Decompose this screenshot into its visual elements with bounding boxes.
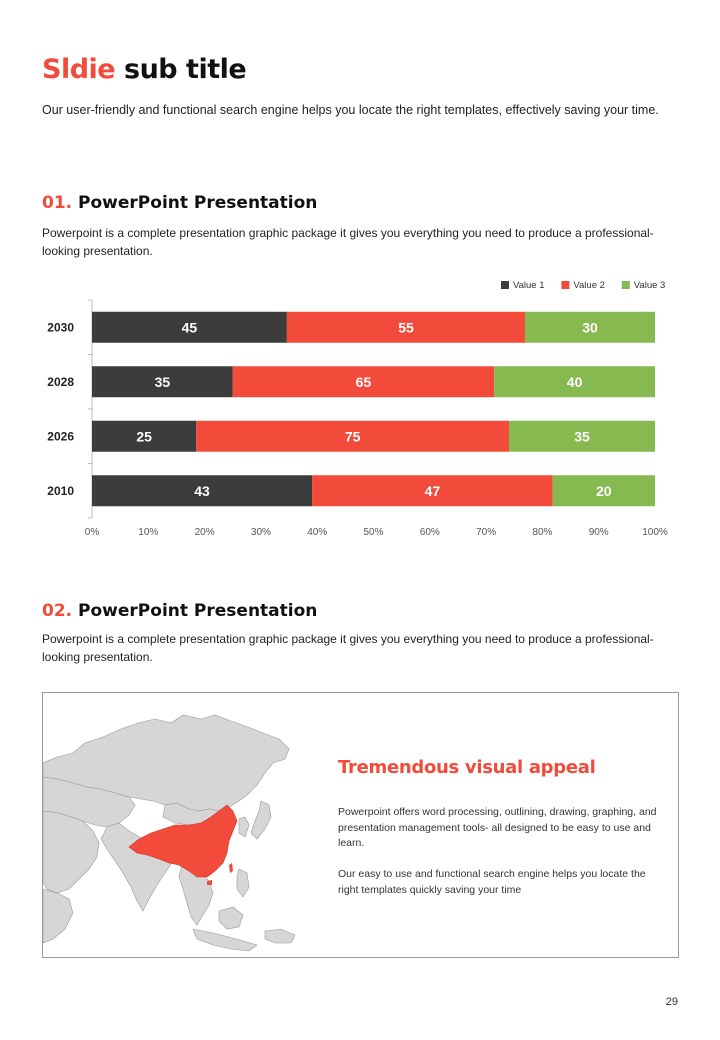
data-label: 35 — [574, 428, 590, 445]
callout-paragraph-1: Powerpoint offers word processing, outlining, drawing, graphing, and presentation management tools- all designed to be easy to use and learn. — [338, 806, 657, 849]
legend-label: Value 1 — [513, 280, 545, 291]
map-region-korea — [239, 817, 249, 837]
x-tick-label: 10% — [138, 527, 159, 538]
data-label: 25 — [136, 428, 152, 445]
x-tick-label: 0% — [84, 527, 100, 538]
x-tick-label: 30% — [250, 527, 271, 538]
x-tick-label: 20% — [194, 527, 215, 538]
callout-paragraph-2: Our easy to use and functional search engine helps you locate the right templates quickly saving your time — [338, 868, 646, 896]
map-region-new-guinea — [265, 929, 295, 943]
page-title — [42, 52, 246, 88]
x-tick-label: 70% — [476, 527, 497, 538]
title-rest: sub title — [124, 54, 247, 85]
data-label: 43 — [194, 482, 210, 499]
section-1-title: PowerPoint Presentation — [78, 193, 318, 213]
map-region-japan — [251, 801, 271, 839]
callout-title: Tremendous visual appeal — [338, 757, 596, 778]
section-1-heading — [42, 192, 317, 214]
x-tick-label: 60% — [419, 527, 440, 538]
map-region-philippines — [237, 869, 249, 897]
legend-swatch — [501, 281, 509, 289]
x-tick-label: 50% — [363, 527, 384, 538]
data-label: 40 — [566, 373, 583, 390]
stacked-bar-chart — [30, 270, 690, 552]
y-tick-label: 2028 — [47, 374, 74, 389]
legend-swatch — [622, 281, 630, 289]
map-region-arabia — [43, 889, 73, 943]
section-2-number: 02. — [42, 601, 73, 621]
x-tick-label: 80% — [532, 527, 553, 538]
data-label: 47 — [424, 482, 441, 499]
map-region-indonesia — [193, 929, 257, 951]
data-label: 75 — [344, 428, 361, 445]
data-label: 45 — [181, 319, 198, 336]
section-2-text: Powerpoint is a complete presentation graphic package it gives you everything you need to produce a professional-looking presentation. — [42, 632, 654, 664]
legend-swatch — [561, 281, 569, 289]
x-tick-label: 90% — [588, 527, 609, 538]
x-tick-label: 100% — [642, 527, 668, 538]
y-tick-label: 2026 — [47, 429, 74, 444]
data-label: 55 — [398, 319, 414, 336]
data-label: 35 — [154, 373, 171, 390]
section-2-title: PowerPoint Presentation — [78, 601, 318, 621]
map-panel — [42, 692, 679, 958]
map-region-taiwan — [229, 863, 233, 873]
page-subtitle: Our user-friendly and functional search engine helps you locate the right templates, effectively saving your time. — [42, 103, 659, 117]
legend-label: Value 2 — [573, 280, 605, 291]
x-tick-label: 40% — [307, 527, 328, 538]
section-1-number: 01. — [42, 193, 73, 213]
map-region-borneo — [219, 907, 243, 929]
asia-map — [43, 693, 303, 957]
y-tick-label: 2030 — [47, 320, 74, 335]
title-accent: Sldie — [42, 54, 116, 85]
data-label: 30 — [582, 319, 598, 336]
legend-label: Value 3 — [633, 280, 666, 291]
data-label: 65 — [355, 373, 372, 390]
section-2-heading — [42, 600, 317, 622]
section-1-text: Powerpoint is a complete presentation graphic package it gives you everything you need to produce a professional-looking presentation. — [42, 226, 654, 258]
page-number: 29 — [665, 996, 678, 1008]
y-tick-label: 2010 — [47, 483, 74, 498]
data-label: 20 — [596, 482, 612, 499]
